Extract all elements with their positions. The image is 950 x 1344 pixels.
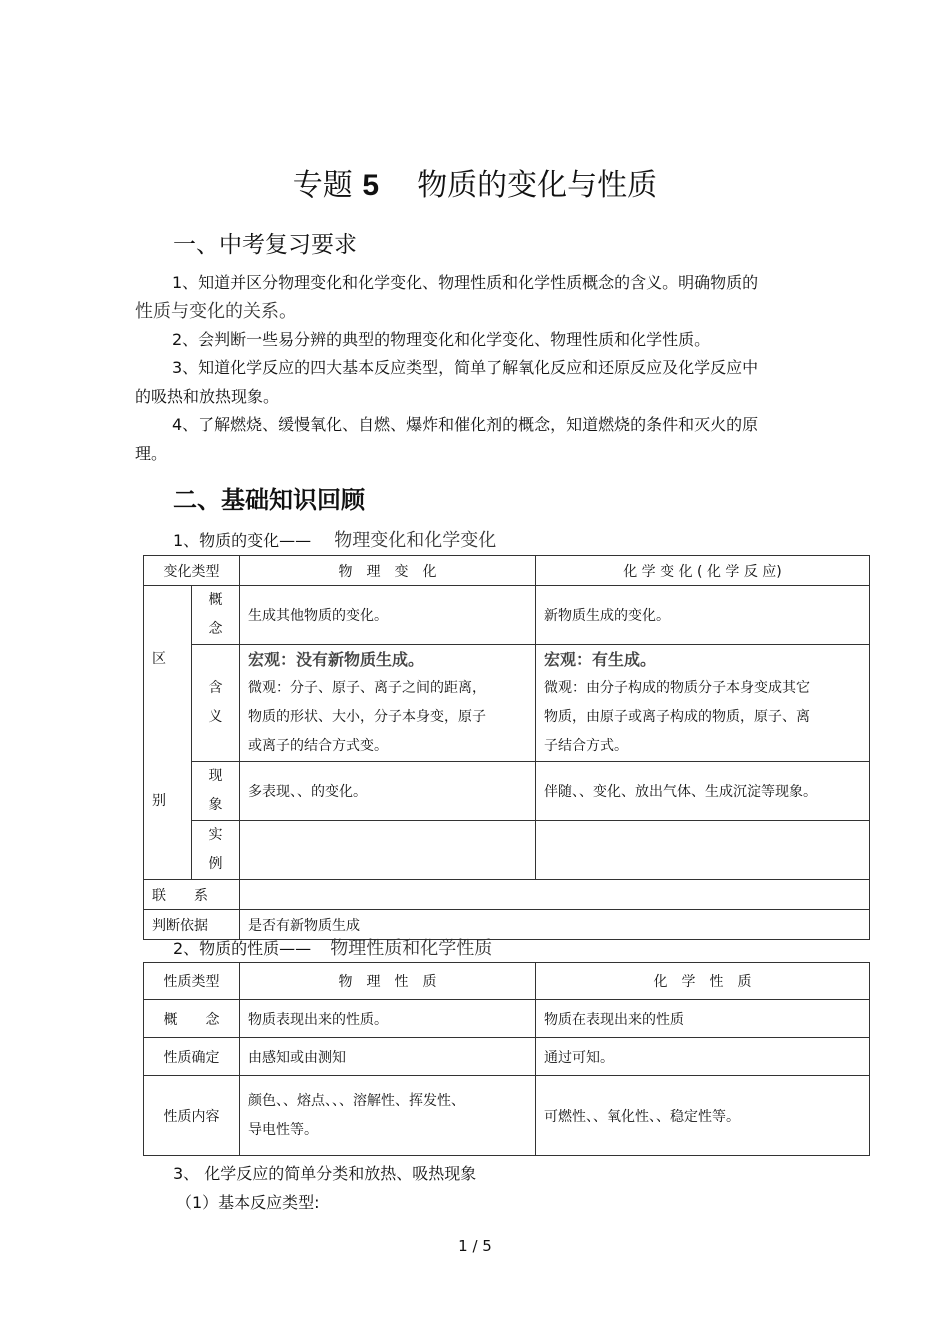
header-change-type: 变化类型 — [144, 556, 240, 586]
criterion-value: 是否有新物质生成 — [240, 910, 870, 940]
subsection-2-title — [173, 934, 492, 960]
determination-chemical: 通过可知。 — [536, 1038, 870, 1076]
requirement-line: 1、知道并区分物理变化和化学变化、物理性质和化学性质概念的含义。明确物质的 — [172, 273, 759, 292]
row-label-determination: 性质确定 — [144, 1038, 240, 1076]
example-physical — [240, 821, 536, 880]
concept-physical: 物质表现出来的性质。 — [240, 1000, 536, 1038]
meaning-macro: 宏观：有生成。 — [544, 650, 657, 669]
row-label-char: 实 — [208, 827, 223, 843]
meaning-chemical — [536, 645, 870, 762]
title-prefix: 专题 — [292, 168, 353, 203]
phenomenon-chemical: 伴随、、变化、放出气体、生成沉淀等现象。 — [536, 762, 870, 821]
group-label-top: 区 — [152, 651, 166, 667]
row-label-char: 现 — [208, 768, 223, 784]
row-label-meaning — [192, 645, 240, 762]
row-label-relation: 联 系 — [144, 880, 240, 910]
requirement-line: 性质与变化的关系。 — [135, 301, 297, 322]
requirement-line: 的吸热和放热现象。 — [135, 387, 280, 406]
row-label-char: 含 — [208, 680, 223, 696]
subsection-3-1-title: （1）基本反应类型: — [176, 1193, 320, 1212]
section2-heading: 二、基础知识回顾 — [173, 486, 365, 514]
row-label-char: 念 — [208, 621, 223, 637]
meaning-micro-line: 物质的形状、大小，分子本身变，原子 — [248, 709, 486, 725]
row-label-concept: 概 念 — [144, 1000, 240, 1038]
requirement-line: 4、了解燃烧、缓慢氧化、自燃、爆炸和催化剂的概念，知道燃烧的条件和灭火的原 — [172, 415, 759, 434]
content-physical — [240, 1076, 536, 1156]
meaning-micro-line: 子结合方式。 — [544, 738, 628, 754]
determination-physical: 由感知或由测知 — [240, 1038, 536, 1076]
content-line: 颜色、、熔点、、、溶解性、挥发性、 — [248, 1092, 465, 1109]
property-table — [143, 962, 870, 1156]
requirement-item-1 — [135, 268, 815, 326]
example-chemical — [536, 821, 870, 880]
phenomenon-physical: 多表现、、的变化。 — [240, 762, 536, 821]
row-label-char: 象 — [208, 797, 223, 813]
subsection-topic: 物理性质和化学性质 — [330, 938, 493, 959]
meaning-micro-line: 微观：分子、原子、离子之间的距离， — [248, 680, 486, 696]
header-physical-property: 物 理 性 质 — [240, 963, 536, 1000]
row-label-char: 概 — [208, 592, 223, 608]
row-label-concept — [192, 586, 240, 645]
content-line: 导电性等。 — [248, 1121, 318, 1138]
subsection-label: 1、物质的变化—— — [173, 531, 312, 550]
row-label-example — [192, 821, 240, 880]
row-label-phenomenon — [192, 762, 240, 821]
subsection-label: 2、物质的性质—— — [173, 939, 312, 958]
requirement-line: 理。 — [135, 444, 168, 463]
header-chemical-change: 化 学 变 化 ( 化 学 反 应) — [536, 556, 870, 586]
title-number: 5 — [362, 169, 380, 202]
requirement-item-4 — [135, 410, 815, 468]
page-title — [0, 160, 950, 204]
row-label-char: 义 — [208, 709, 223, 725]
meaning-micro-line: 或离子的结合方式变。 — [248, 738, 388, 754]
page-number: 1 / 5 — [458, 1237, 492, 1255]
requirement-line: 3、知道化学反应的四大基本反应类型，简单了解氧化反应和还原反应及化学反应中 — [172, 358, 759, 377]
concept-physical: 生成其他物质的变化。 — [240, 586, 536, 645]
group-label-distinction — [144, 586, 192, 880]
header-property-type: 性质类型 — [144, 963, 240, 1000]
row-label-char: 例 — [208, 856, 223, 872]
concept-chemical: 物质在表现出来的性质 — [536, 1000, 870, 1038]
title-text: 物质的变化与性质 — [417, 168, 658, 203]
section1-heading: 一、中考复习要求 — [173, 232, 357, 258]
requirement-item-3 — [135, 353, 815, 411]
subsection-1-title — [173, 526, 496, 552]
concept-chemical: 新物质生成的变化。 — [536, 586, 870, 645]
requirement-line: 2、会判断一些易分辨的典型的物理变化和化学变化、物理性质和化学性质。 — [172, 330, 711, 349]
row-label-content: 性质内容 — [144, 1076, 240, 1156]
content-chemical: 可燃性、、氧化性、、稳定性等。 — [536, 1076, 870, 1156]
requirement-item-2 — [135, 325, 815, 354]
meaning-physical — [240, 645, 536, 762]
subsection-topic: 物理变化和化学变化 — [334, 530, 497, 551]
meaning-micro-line: 物质，由原子或离子构成的物质，原子、离 — [544, 709, 810, 725]
meaning-micro-line: 微观：由分子构成的物质分子本身变成其它 — [544, 680, 810, 696]
group-label-bottom: 别 — [152, 793, 166, 809]
header-chemical-property: 化 学 性 质 — [536, 963, 870, 1000]
relation-value — [240, 880, 870, 910]
header-physical-change: 物 理 变 化 — [240, 556, 536, 586]
subsection-3-title: 3、 化学反应的简单分类和放热、吸热现象 — [173, 1164, 477, 1183]
row-label-criterion: 判断依据 — [144, 910, 240, 940]
change-table — [143, 555, 870, 940]
meaning-macro: 宏观：没有新物质生成。 — [248, 650, 425, 669]
